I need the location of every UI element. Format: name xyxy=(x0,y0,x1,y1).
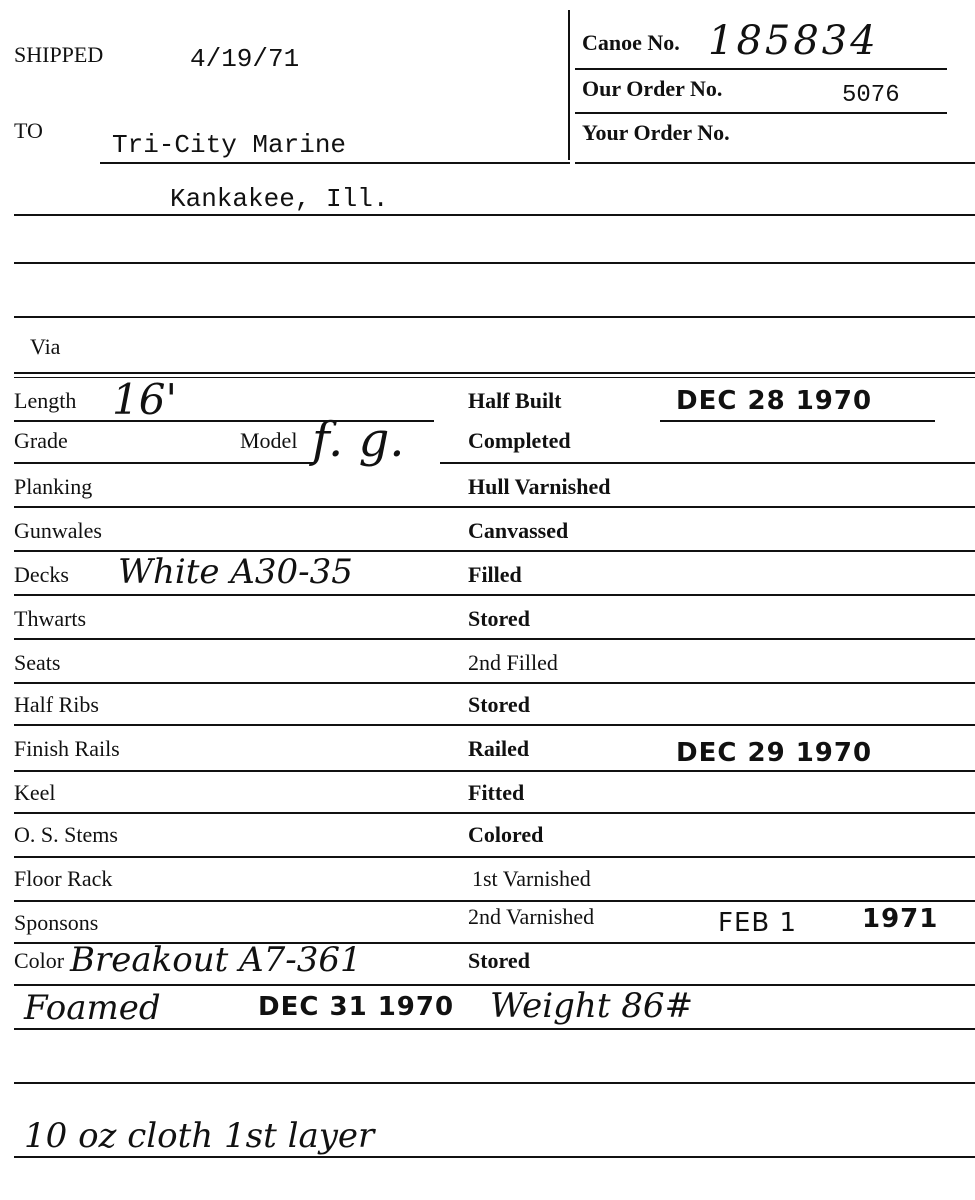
length-value: 16' xyxy=(112,375,177,424)
railed-label: Railed xyxy=(468,736,530,761)
foamed-date: DEC 31 1970 xyxy=(258,992,455,1022)
shipped-label: SHIPPED xyxy=(14,42,104,67)
row-rule-6 xyxy=(14,638,975,640)
stored-label-1: Stored xyxy=(468,606,530,631)
canvassed-label: Canvassed xyxy=(468,518,569,543)
to-name: Tri-City Marine xyxy=(112,130,347,160)
decks-label: Decks xyxy=(14,562,69,587)
color-label: Color xyxy=(14,948,65,973)
row-rule-2 xyxy=(14,462,314,464)
to-label: TO xyxy=(14,118,43,143)
filled-label: Filled xyxy=(468,562,522,587)
thwarts-label: Thwarts xyxy=(14,606,87,631)
second-varnished-month: FEB 1 xyxy=(718,908,798,938)
fitted-label: Fitted xyxy=(468,780,525,805)
model-label: Model xyxy=(240,428,298,453)
os-stems-label: O. S. Stems xyxy=(14,822,118,847)
our-order-label: Our Order No. xyxy=(582,76,723,101)
row-rule-11 xyxy=(14,856,975,858)
shipped-date: 4/19/71 xyxy=(190,44,300,74)
grade-label: Grade xyxy=(14,428,68,453)
row-rule-7 xyxy=(14,682,975,684)
colored-label: Colored xyxy=(468,822,544,847)
row-rule-8 xyxy=(14,724,975,726)
half-ribs-label: Half Ribs xyxy=(14,692,99,717)
floor-rack-label: Floor Rack xyxy=(14,866,113,891)
foamed-note: Foamed xyxy=(24,988,161,1028)
completed-label: Completed xyxy=(468,428,571,453)
address-line-1 xyxy=(14,214,975,216)
railed-date: DEC 29 1970 xyxy=(676,738,873,768)
via-label: Via xyxy=(30,334,61,359)
seats-label: Seats xyxy=(14,650,61,675)
row-rule-12 xyxy=(14,900,975,902)
model-value: f. g. xyxy=(312,412,405,468)
second-varnished-label: 2nd Varnished xyxy=(468,904,595,929)
address-line-2 xyxy=(14,262,975,264)
sponsons-label: Sponsons xyxy=(14,910,99,935)
row-rule-5 xyxy=(14,594,975,596)
keel-label: Keel xyxy=(14,780,56,805)
row-rule-3 xyxy=(14,506,975,508)
stored-label-2: Stored xyxy=(468,692,530,717)
header-divider xyxy=(568,10,570,160)
second-filled-label: 2nd Filled xyxy=(468,650,558,675)
cloth-note: 10 oz cloth 1st layer xyxy=(24,1116,375,1156)
hull-varnished-label: Hull Varnished xyxy=(468,474,611,499)
planking-label: Planking xyxy=(14,474,93,499)
canoe-no-label: Canoe No. xyxy=(582,30,680,55)
canoe-no-value: 185834 xyxy=(708,18,879,64)
half-built-label: Half Built xyxy=(468,388,562,413)
decks-value: White A30-35 xyxy=(118,552,353,592)
your-order-label: Your Order No. xyxy=(582,120,730,145)
completed-rule xyxy=(440,462,975,464)
header-bottom-rule xyxy=(575,162,975,164)
notes-rule-1 xyxy=(14,1028,975,1030)
notes-rule-3 xyxy=(14,1156,975,1158)
second-varnished-year: 1971 xyxy=(862,904,939,934)
gunwales-label: Gunwales xyxy=(14,518,102,543)
length-label: Length xyxy=(14,388,77,413)
first-varnished-label: 1st Varnished xyxy=(472,866,591,891)
row-rule-9 xyxy=(14,770,975,772)
our-order-rule xyxy=(575,112,947,114)
finish-rails-label: Finish Rails xyxy=(14,736,120,761)
our-order-value: 5076 xyxy=(842,82,900,109)
weight-note: Weight 86# xyxy=(490,986,694,1026)
half-built-date: DEC 28 1970 xyxy=(676,386,873,416)
address-line-3 xyxy=(14,316,975,318)
to-name-rule xyxy=(100,162,570,164)
stored-label-3: Stored xyxy=(468,948,530,973)
to-city: Kankakee, Ill. xyxy=(170,184,389,214)
color-value: Breakout A7-361 xyxy=(70,940,362,980)
notes-rule-2 xyxy=(14,1082,975,1084)
via-rule-top xyxy=(14,372,975,374)
canoe-no-rule xyxy=(575,68,947,70)
half-built-rule xyxy=(660,420,935,422)
row-rule-10 xyxy=(14,812,975,814)
